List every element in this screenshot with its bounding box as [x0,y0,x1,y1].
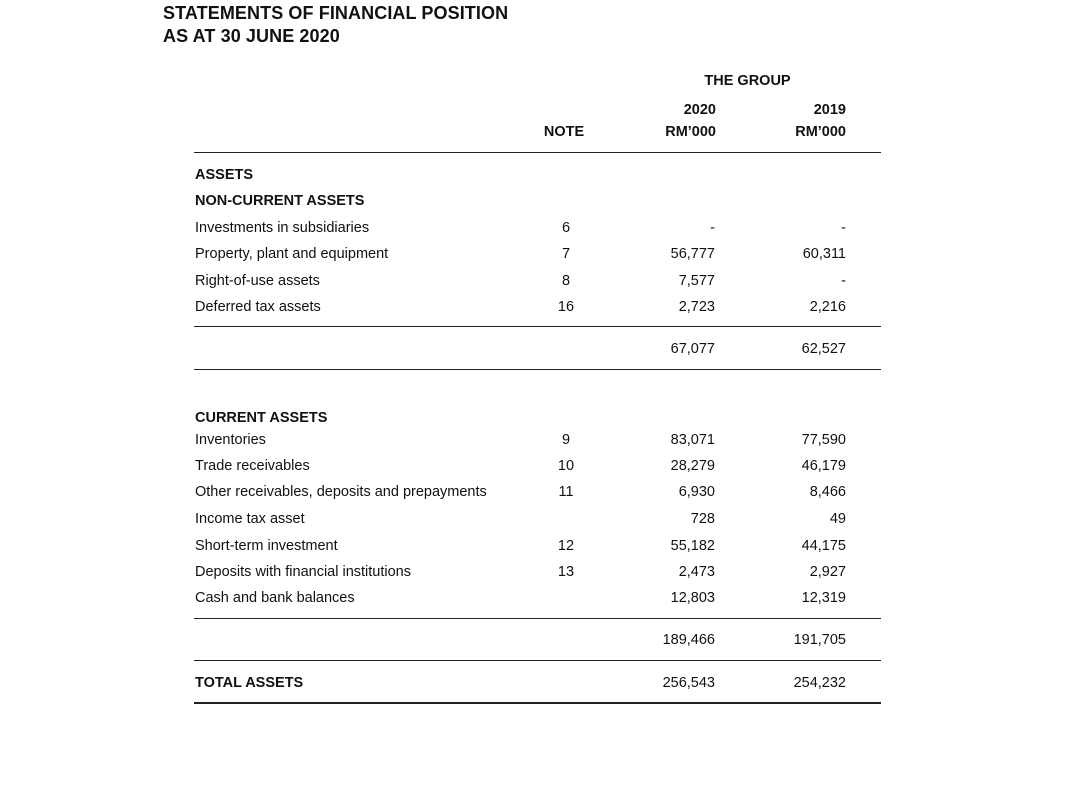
row-value-2019: - [841,273,846,289]
subtotal-divider-top [194,326,881,327]
row-note: 11 [558,484,574,500]
subtotal-value-2019: 62,527 [801,341,846,357]
row-label: Deposits with financial institutions [195,564,411,580]
row-label: Other receivables, deposits and prepayments [195,484,487,500]
group-column-header: THE GROUP [704,73,791,89]
row-value-2020: 728 [690,511,715,527]
note-column-header: NOTE [543,124,585,140]
row-value-2020: 7,577 [678,273,715,289]
table-row [0,585,1080,611]
statement-title-line1: STATEMENTS OF FINANCIAL POSITION [163,3,509,23]
subtotal-value-2020: 189,466 [662,632,715,648]
row-label: Income tax asset [195,511,305,527]
year-2020-header: 2020 [683,102,716,118]
subtotal-value-2020: 67,077 [670,341,715,357]
non-current-heading-row [0,188,1080,214]
table-row [0,559,1080,585]
row-note: 8 [561,273,571,289]
row-value-2020: 28,279 [670,458,715,474]
row-note: 12 [557,538,575,554]
row-label: Cash and bank balances [195,590,355,606]
row-note: 6 [561,220,571,236]
row-note: 7 [561,246,571,262]
row-value-2020: 6,930 [678,484,715,500]
subtotal-divider-bottom [194,369,881,370]
header-divider [194,152,881,153]
year-2019-header: 2019 [813,102,846,118]
row-value-2020: - [710,220,715,236]
row-note: 16 [557,299,575,315]
row-value-2019: 12,319 [801,590,846,606]
row-value-2020: 12,803 [670,590,715,606]
row-label: Right-of-use assets [195,273,320,289]
row-label: Deferred tax assets [195,299,321,315]
table-row [0,268,1080,294]
total-assets-2020: 256,543 [662,675,715,691]
table-row [0,533,1080,559]
row-value-2020: 2,473 [678,564,715,580]
unit-2019-header: RM’000 [795,124,846,140]
statement-title-line2: AS AT 30 JUNE 2020 [163,26,340,46]
row-label: Inventories [195,432,266,448]
row-note: 9 [561,432,571,448]
current-subtotal-divider-top [194,618,881,619]
current-subtotal-row [0,627,1080,653]
table-row [0,427,1080,453]
current-subtotal-divider-bottom [194,660,881,661]
row-value-2020: 83,071 [670,432,715,448]
row-label: Short-term investment [195,538,338,554]
row-value-2019: 44,175 [801,538,846,554]
row-note: 13 [557,564,575,580]
non-current-heading: NON-CURRENT ASSETS [195,193,365,209]
table-row [0,215,1080,241]
row-value-2019: 2,216 [809,299,846,315]
row-value-2020: 55,182 [670,538,715,554]
table-row [0,453,1080,479]
assets-heading: ASSETS [195,167,254,183]
row-value-2019: 2,927 [809,564,846,580]
total-assets-2019: 254,232 [793,675,846,691]
total-assets-label: TOTAL ASSETS [195,675,304,691]
total-assets-divider [194,702,881,704]
table-row [0,294,1080,320]
row-label: Trade receivables [195,458,310,474]
row-value-2020: 56,777 [670,246,715,262]
row-value-2019: 8,466 [809,484,846,500]
total-assets-row [0,670,1080,696]
table-row [0,506,1080,532]
row-value-2019: 60,311 [802,246,846,262]
row-value-2019: 46,179 [801,458,846,474]
row-note: 10 [557,458,575,474]
current-heading: CURRENT ASSETS [195,410,328,426]
row-label: Investments in subsidiaries [195,220,370,236]
row-value-2019: - [841,220,846,236]
row-value-2019: 77,590 [801,432,846,448]
unit-2020-header: RM’000 [665,124,716,140]
row-value-2019: 49 [829,511,846,527]
table-row [0,479,1080,505]
table-row [0,241,1080,267]
row-label: Property, plant and equipment [195,246,389,262]
assets-heading-row [0,162,1080,188]
subtotal-value-2019: 191,705 [793,632,846,648]
non-current-subtotal-row [0,336,1080,362]
row-value-2020: 2,723 [678,299,715,315]
